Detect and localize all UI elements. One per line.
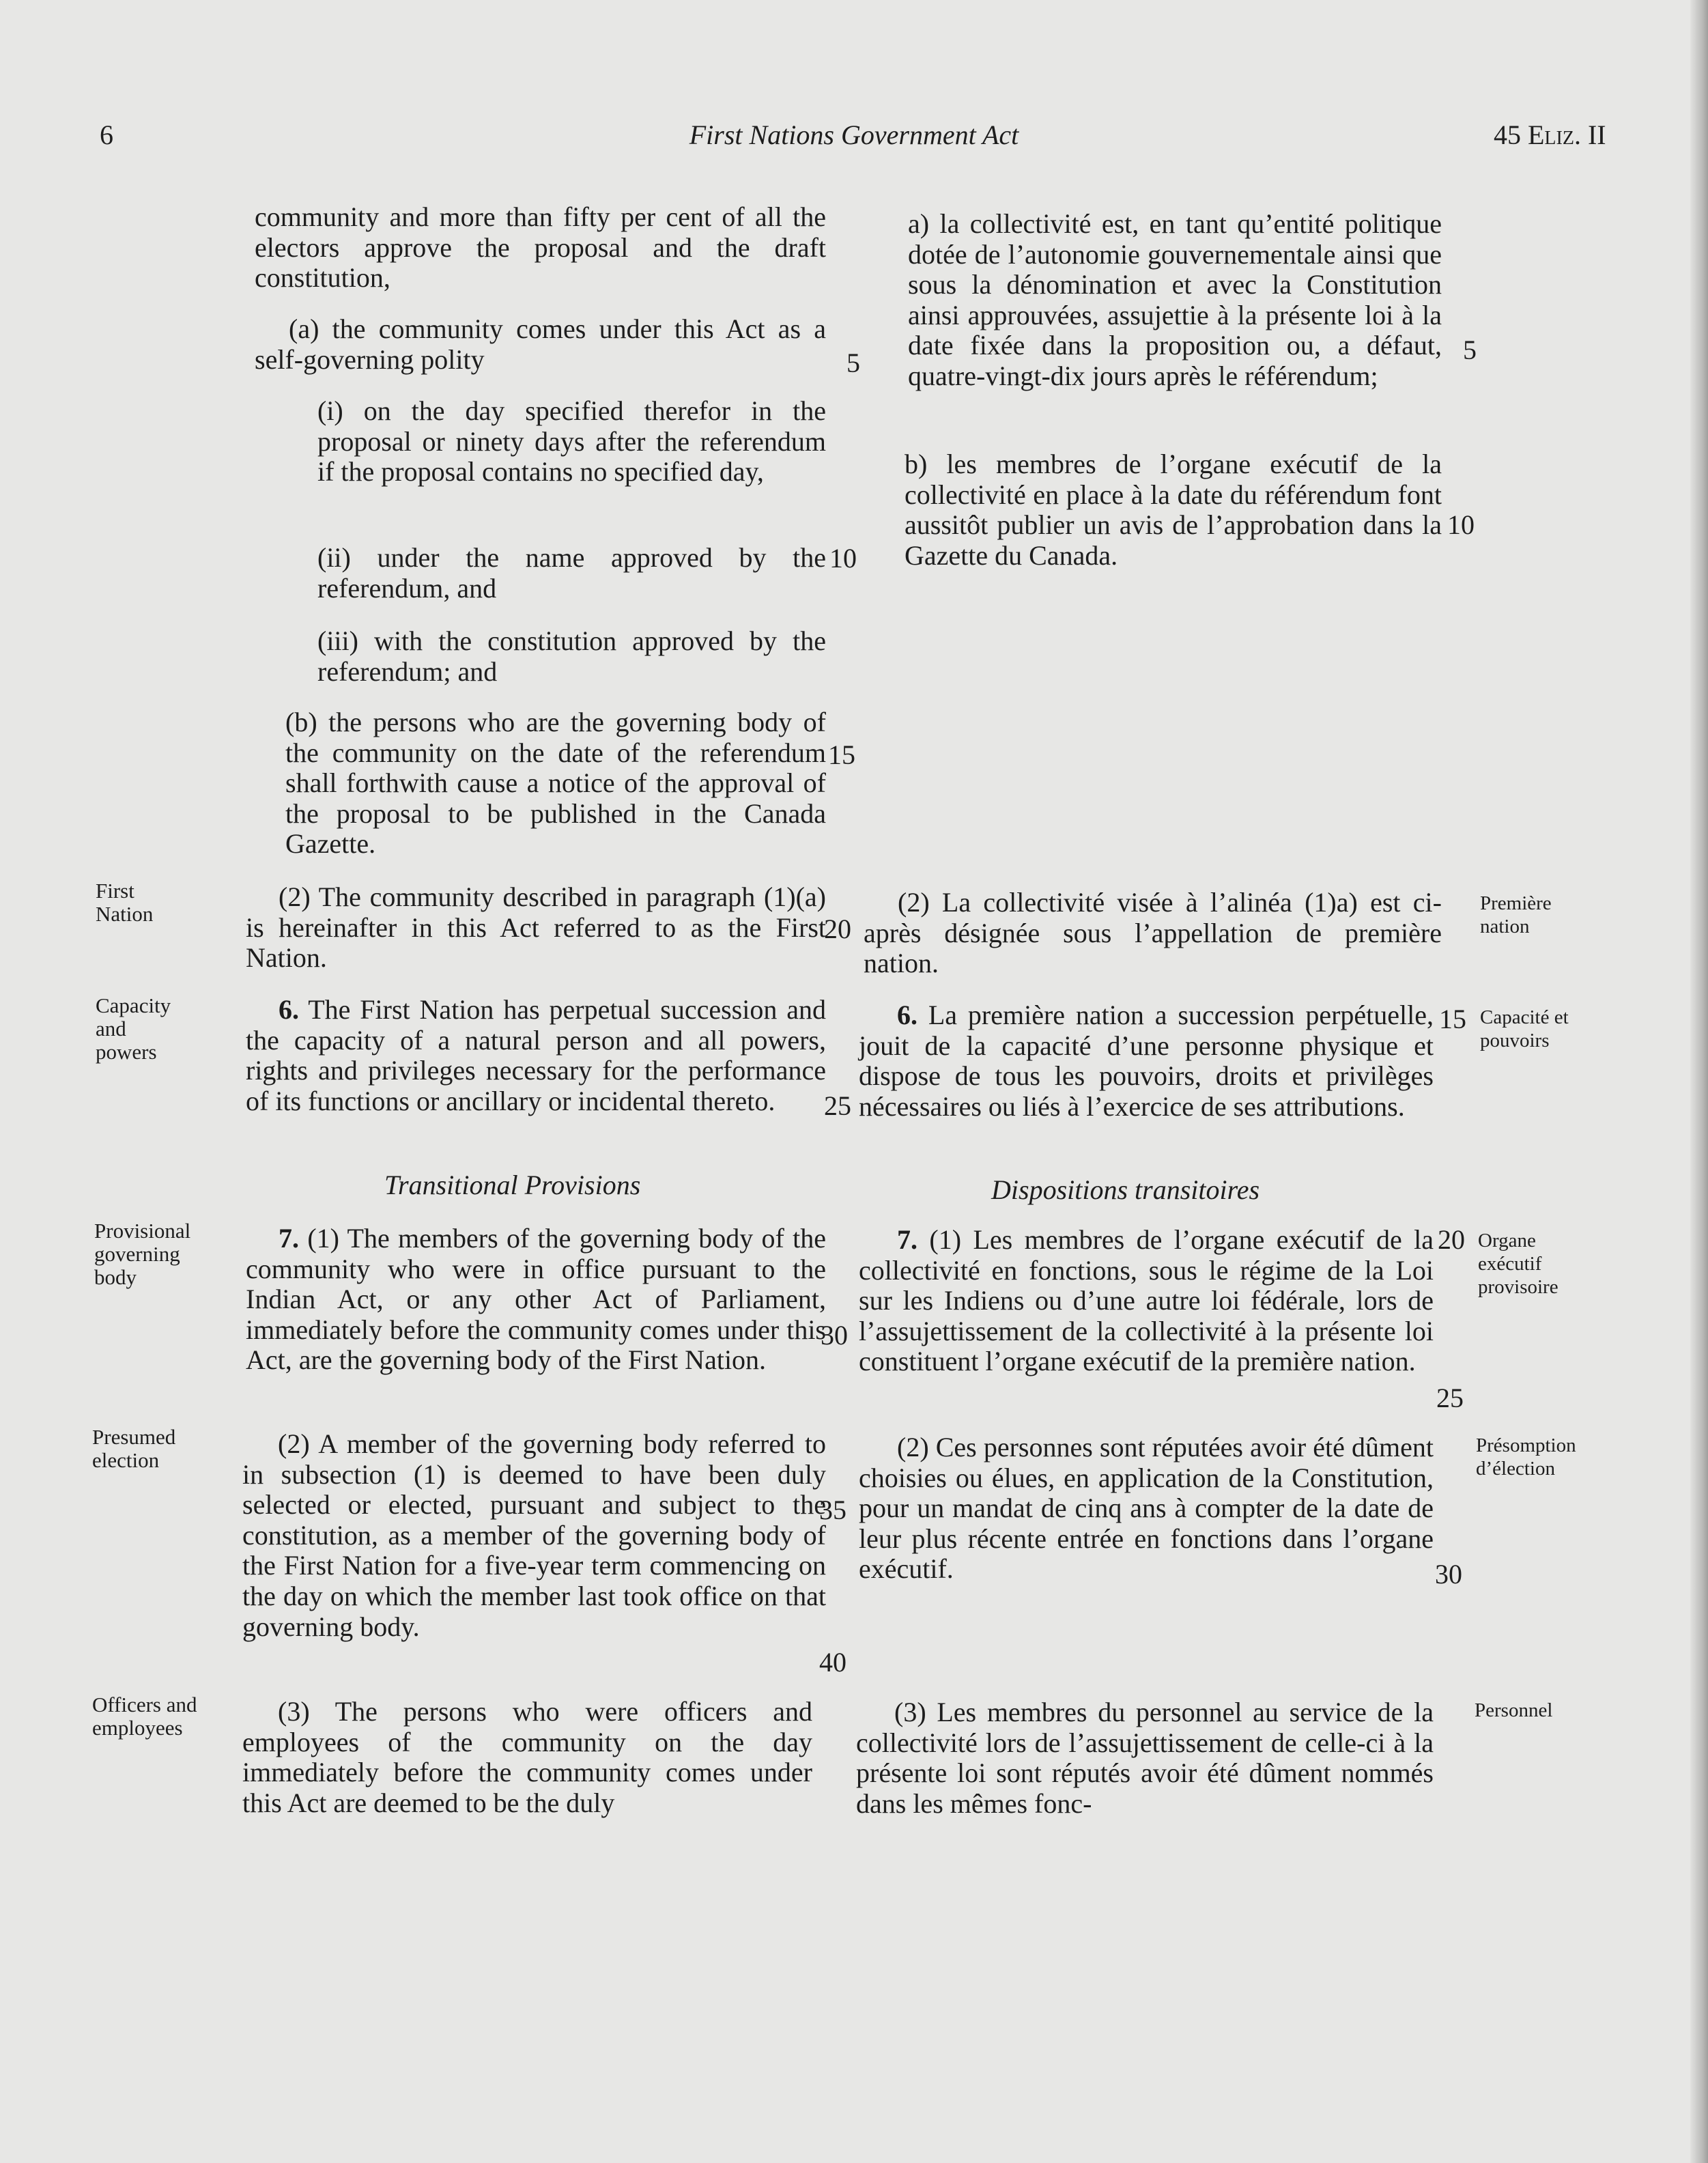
regnal-year [1494,119,1606,151]
marginal-note-organe-executif: Organe exécutif provisoire [1478,1230,1558,1298]
marginal-note-provisional-body: Provisional governing body [94,1219,191,1289]
line-number: 30 [821,1320,848,1351]
line-number: 30 [1435,1559,1462,1589]
french-subsection-7-2: (2) Ces personnes sont réputées avoir été dûment choisies ou élues, en application de la Constitution, pour un mandat de cinq ans à compter de la date de leur plus récente entrée en fonctions dans l’organe exécutif. [859,1432,1434,1585]
french-subsection-7-1 [859,1225,1434,1377]
english-subparagraph-i: (i) on the day specified therefor in the proposal or ninety days after the referendum if the proposal contains no specified day, [317,395,826,487]
line-number: 25 [824,1090,851,1121]
line-number: 15 [1439,1004,1466,1034]
english-section-6-number: 6. [279,994,299,1025]
english-subsection-5-2: (2) The community described in paragraph (1)(a) is hereinafter in this Act referred to as the First Nation. [246,881,826,974]
french-paragraph-b: b) les membres de l’organe exécutif de la collectivité en place à la date du référendum font aussitôt publier un avis de l’approbation dans la Gazette du Canada. [905,449,1442,571]
marginal-note-presomption: Présomption d’élection [1476,1434,1576,1480]
french-heading: Dispositions transitoires [991,1174,1260,1205]
marginal-note-presumed-election: Presumed election [92,1425,176,1472]
english-subsection-7-1 [246,1224,826,1376]
english-subsection-7-1-text: (1) The members of the governing body of the community who were in office pursuant to the Indian Act, or any other Act of Parliament, immediately before the community comes under this Act, are the governing body of the First Nation. [246,1223,827,1376]
french-subsection-7-3: (3) Les membres du personnel au service de la collectivité lors de l’assujettissement de celle-ci à la présente loi sont réputés avoir été dûment nommés dans les mêmes fonc- [856,1697,1434,1819]
marginal-note-personnel: Personnel [1475,1699,1553,1721]
english-section-6-text: The First Nation has perpetual succession and the capacity of a natural person and all powers, rights and privileges necessary for the performance of its functions or ancillary or incidental thereto. [246,994,826,1116]
english-paragraph-b: (b) the persons who are the governing body of the community on the date of the referendum shall forthwith cause a notice of the approval of the proposal to be published in the Canada Gazette. [285,707,826,860]
marginal-note-capacity: Capacity and powers [96,993,171,1064]
line-number: 35 [819,1495,846,1525]
line-number: 10 [829,543,857,574]
french-section-6 [859,1000,1434,1122]
line-number: 15 [828,739,855,770]
marginal-note-first-nation: First Nation [96,879,154,926]
marginal-note-officers: Officers and employees [92,1693,197,1740]
running-title: First Nations Government Act [689,119,1019,150]
english-subsection-7-2: (2) A member of the governing body referred to in subsection (1) is deemed to have been duly selected or elected, pursuant and subject to the constitution, as a member of the governing body of the First Nation for a five-year term commencing on the day on which the member last took office on that governing body. [242,1428,826,1642]
marginal-note-premiere-nation: Première nation [1480,892,1552,937]
english-section-6 [246,995,826,1116]
line-number: 5 [1463,335,1477,365]
regnal-year-number: 45 [1494,119,1521,150]
english-subsection-7-3: (3) The persons who were officers and employees of the community on the day immediately before the community comes under this Act are deemed to be the duly [242,1696,812,1818]
english-subparagraph-ii: (ii) under the name approved by the referendum, and [317,542,826,604]
french-section-6-number: 6. [897,1000,917,1030]
line-number: 25 [1436,1383,1464,1413]
english-paragraph-a: (a) the community comes under this Act as a self-governing polity [255,313,826,375]
french-subsection-7-1-text: (1) Les membres de l’organe exécutif de la collectivité en fonctions, sous le régime de la Loi sur les Indiens ou d’une autre loi fédérale, lors de l’assujettissement de la collectivité à la présente loi constituent l’organe exécutif de la première nation. [859,1224,1434,1377]
line-number: 20 [1438,1224,1465,1255]
french-paragraph-a: a) la collectivité est, en tant qu’entité politique dotée de l’autonomie gouvernementale ainsi que sous la dénomination et avec la Constitution ainsi approuvées, assujettie à la présente loi à la date fixée dans la proposition ou, a défaut, quatre-vingt-dix jours après le référendum; [908,208,1442,391]
line-number: 5 [846,348,860,378]
english-heading: Transitional Provisions [384,1170,641,1200]
line-number: 20 [824,914,851,944]
marginal-note-capacite: Capacité et pouvoirs [1480,1006,1569,1051]
french-subsection-5-2: (2) La collectivité visée à l’alinéa (1)a) est ci-après désignée sous l’appellation de première nation. [864,887,1442,979]
french-section-6-text: La première nation a succession perpétuelle, jouit de la capacité d’une personne physique et dispose de tous les pouvoirs, droits et privilèges nécessaires ou liés à l’exercice de ses attributions. [859,1000,1434,1122]
english-section-7-number: 7. [279,1223,299,1254]
french-section-7-number: 7. [897,1224,917,1255]
regnal-year-name: Eliz. II [1528,119,1606,150]
page-number: 6 [100,119,113,150]
english-subparagraph-iii: (iii) with the constitution approved by the referendum; and [317,625,826,687]
english-intro: community and more than fifty per cent of all the electors approve the proposal and the draft constitution, [255,201,826,294]
page-edge-shadow [1690,0,1708,2163]
line-number: 10 [1447,509,1475,540]
line-number: 40 [819,1647,846,1678]
